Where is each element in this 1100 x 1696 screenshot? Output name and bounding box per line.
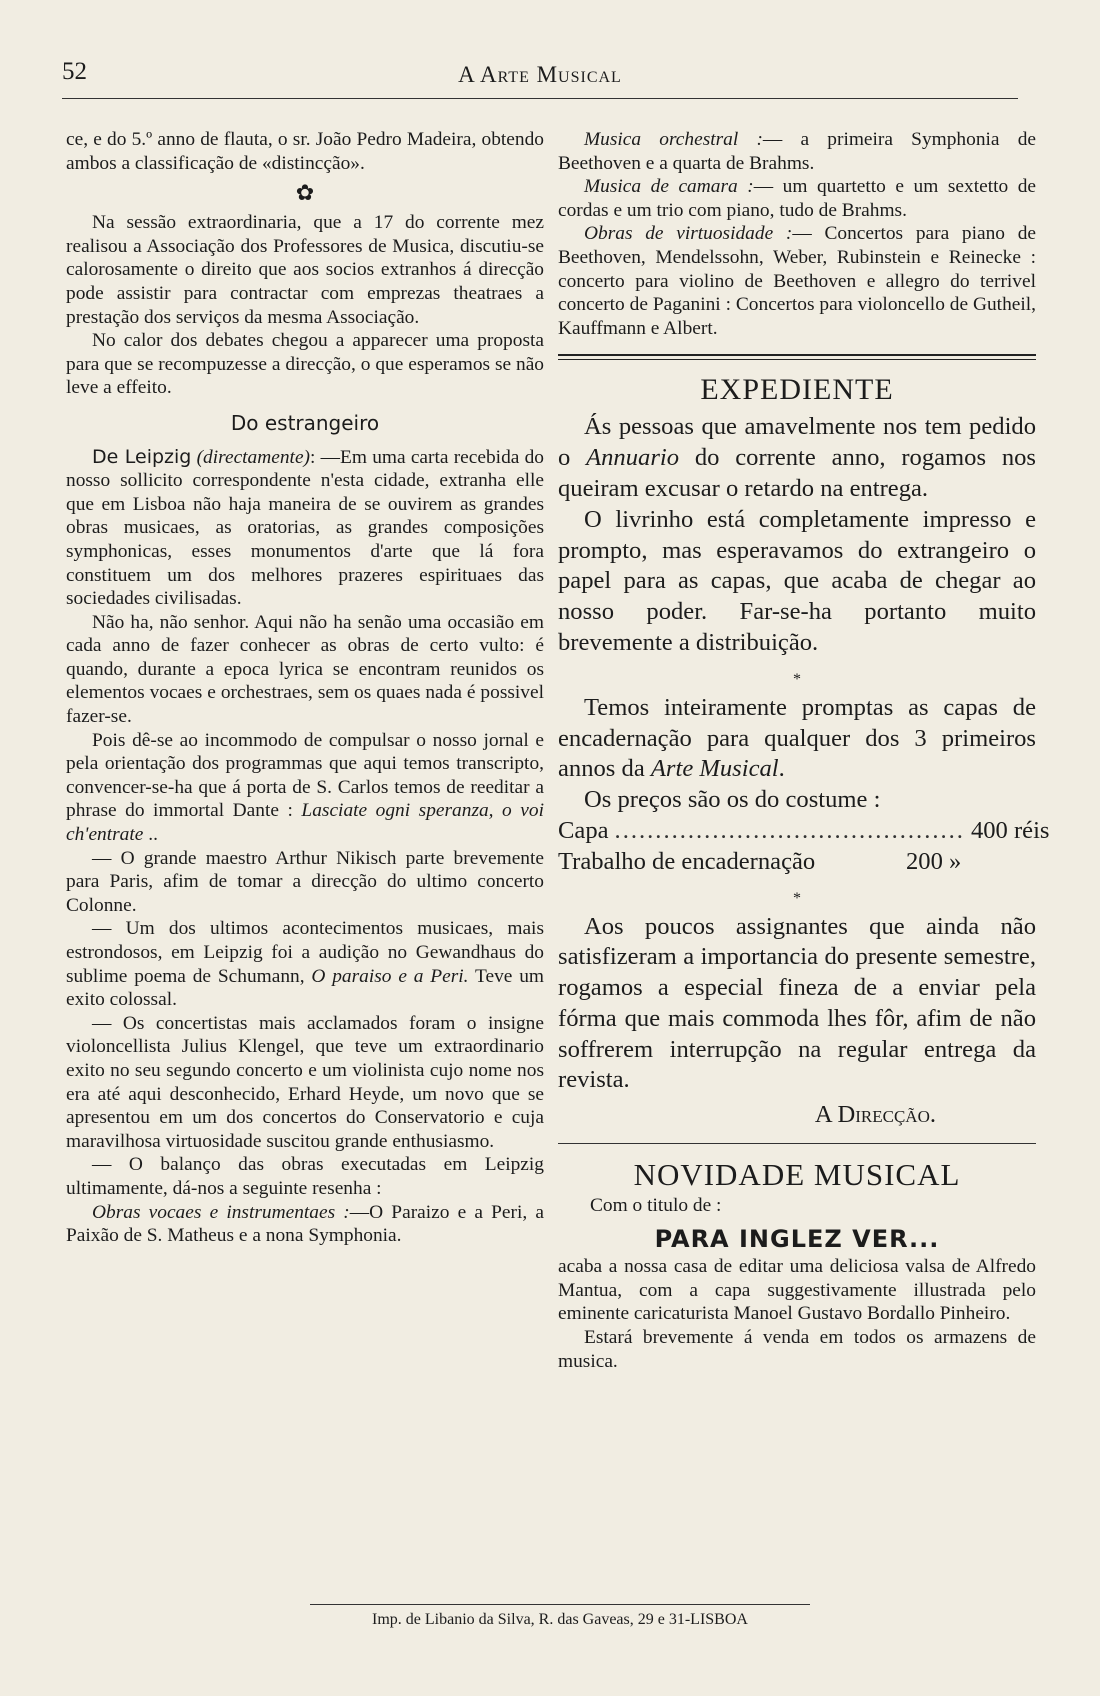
- paragraph: [558, 128, 1036, 175]
- paragraph-text: — um quartetto e um sextetto de cordas e um trio com piano, tudo de Brahms.: [558, 176, 1036, 221]
- price-label: Trabalho de encadernação: [558, 847, 816, 875]
- subtitle: Com o titulo de :: [590, 1195, 722, 1217]
- paragraph: [66, 729, 544, 847]
- price-value: 200 »: [906, 847, 962, 875]
- paragraph: acaba a nossa casa de editar uma deliciosa valsa de Alfredo Mantua, com a capa suggestivamente illustrada pelo eminente caricaturista Manoel Gustavo Bordallo Pinheiro.: [558, 1256, 1036, 1325]
- paragraph: [66, 917, 544, 1011]
- paragraph: Na sessão extraordinaria, que a 17 do corrente mez realisou a Associação dos Professores de Musica, discutiu-se calorosamente o direito que aos socios extranhos á direcção pode assistir para contractar com emprezas theatraes a prestação dos serviços da mesma Associação.: [66, 212, 544, 328]
- price-list: [558, 816, 1050, 878]
- emphasis: (directamente): [196, 446, 311, 468]
- leader-dots: ...........................................: [614, 816, 965, 844]
- paragraph: [558, 175, 1036, 222]
- category-label: Obras vocaes e instrumentaes :: [92, 1201, 350, 1223]
- ornament-icon: ✿: [295, 180, 315, 206]
- paragraph: [558, 693, 1036, 785]
- paragraph: — O grande maestro Arthur Nikisch parte brevemente para Paris, afim de tomar a direcção do ultimo concerto Colonne.: [66, 847, 544, 916]
- asterisk-icon: *: [793, 670, 801, 688]
- rule: [558, 1143, 1036, 1144]
- paragraph-text: : —Em uma carta recebida do nosso sollicito correspondente n'esta cidade, extranha elle que em Lisboa não haja maneira de se ouvirem as grandes obras musicaes, as oratorias, as grandes composições symphonicas, esses monumentos d'arte que lá fora constituem um dos melhores prazeres espirituaes das sociedades civilisadas.: [66, 446, 545, 610]
- signature: A Direcção.: [814, 1101, 936, 1129]
- category-label: Musica orchestral :: [584, 129, 763, 150]
- paragraph: [558, 412, 1036, 504]
- paragraph-text: — Um dos ultimos acontecimentos musicaes, mais estrondosos, em Leipzig foi a audição no Gewandhaus do sublime poema de Schumann,: [66, 918, 544, 987]
- publication-title: Arte Musical: [650, 755, 779, 783]
- paragraph-end: ..: [148, 824, 158, 846]
- paragraph-text: — Concertos para piano de Beethoven, Mendelssohn, Weber, Rubinstein e Reinecke : concerto para violino de Beethoven e allegro do terrivel concerto de Paganini : Concertos para violoncello de Gutheil, Kauffmann e Albert.: [558, 223, 1037, 339]
- paragraph-text: do corrente anno, rogamos nos queiram excusar o retardo na entrega.: [558, 444, 1037, 502]
- page-number: 52: [62, 58, 87, 85]
- paragraph-text: — a primeira Symphonia de Beethoven e a quarta de Brahms.: [558, 129, 1036, 174]
- paragraph: No calor dos debates chegou a apparecer uma proposta para que se recompuzesse a direcção, o que esperamos se não leve a effeito.: [66, 330, 544, 399]
- headline: PARA INGLEZ VER...: [654, 1224, 940, 1253]
- paragraph: [66, 1201, 544, 1248]
- section-title: NOVIDADE MUSICAL: [633, 1157, 961, 1193]
- left-column: [66, 128, 544, 1248]
- price-label: Capa: [558, 816, 609, 844]
- work-title: O paraiso e a Peri.: [311, 965, 469, 987]
- paragraph: Aos poucos assignantes que ainda não satisfizeram a importancia do presente semestre, rogamos a especial fineza de a enviar pela fórma que mais commoda lhes fôr, afim de não soffrerem interrupção na regular entrega da revista.: [558, 912, 1036, 1094]
- paragraph-text: Ás pessoas que amavelmente nos tem pedido o: [558, 413, 1036, 472]
- place-lead: De Leipzig: [92, 445, 192, 468]
- paragraph-text: Temos inteiramente promptas as capas de encadernação para qualquer dos 3 primeiros annos da: [558, 693, 1036, 783]
- paragraph: — Os concertistas mais acclamados foram o insigne violoncellista Julius Klengel, que teve um extraordinario exito no seu segundo concerto e um violinista cujo nome nos era até aqui desconhecido, Erhard Heyde, um novo que se apresentou em um dos concertos do Conservatorio e cuja maravilhosa virtuosidade suscitou grande enthusiasmo.: [66, 1012, 544, 1152]
- paragraph-text: —O Paraizo e a Peri, a Paixão de S. Matheus e a nona Symphonia.: [66, 1201, 544, 1247]
- category-label: Obras de virtuosidade :: [584, 223, 793, 245]
- price-row: [558, 816, 1050, 847]
- section-heading: Do estrangeiro: [230, 410, 380, 435]
- category-label: Musica de camara :: [584, 176, 754, 198]
- paragraph: Não ha, não senhor. Aqui não ha senão uma occasião em cada anno de fazer conhecer as obras de certo vulto: é quando, durante a epoca lyrica se encontram reunidos os elementos vocaes e orchestraes, sem os quaes nada é possivel fazer-se.: [66, 611, 544, 728]
- running-title: A Arte Musical: [458, 62, 622, 87]
- right-column: [558, 128, 1050, 1373]
- imprint-footer: Imp. de Libanio da Silva, R. das Gaveas, 29 e 31-LISBOA: [310, 1604, 810, 1629]
- quote: Lasciate ogni speranza, o voi ch'entrate: [66, 800, 544, 846]
- paragraph-end: Teve um exito colossal.: [66, 965, 545, 1011]
- price-row: [558, 847, 1036, 878]
- price-value: 400 réis: [970, 816, 1050, 844]
- paragraph: Estará brevemente á venda em todos os armazens de musica.: [558, 1327, 1036, 1372]
- paragraph: [66, 446, 544, 611]
- paragraph: O livrinho está completamente impresso e prompto, mas esperavamos do extrangeiro o papel para as capas, que acaba de chegar ao nosso poder. Far-se-ha portanto muito brevemente a distribuição.: [558, 505, 1036, 656]
- paragraph: Os preços são os do costume :: [584, 786, 881, 814]
- page-header: [62, 58, 1018, 99]
- double-rule: [558, 354, 1036, 360]
- section-title: EXPEDIENTE: [700, 373, 894, 407]
- paragraph: [558, 222, 1036, 340]
- paragraph-end: .: [778, 755, 785, 783]
- novidade-section: [558, 1156, 1036, 1373]
- paragraph: ce, e do 5.º anno de flauta, o sr. João Pedro Madeira, obtendo ambos a classificação de «distincção».: [66, 129, 544, 174]
- paragraph-text: Pois dê-se ao incommodo de compulsar o nosso jornal e pela orientação dos programmas que aqui temos transcripto, convencer-se-ha que á porta de S. Carlos temos de reeditar a phrase do immortal Dante :: [66, 729, 544, 822]
- publication-title: Annuario: [586, 444, 680, 472]
- expediente-section: [558, 372, 1050, 1131]
- paragraph: — O balanço das obras executadas em Leipzig ultimamente, dá-nos a seguinte resenha :: [66, 1154, 544, 1199]
- asterisk-icon: *: [793, 889, 801, 907]
